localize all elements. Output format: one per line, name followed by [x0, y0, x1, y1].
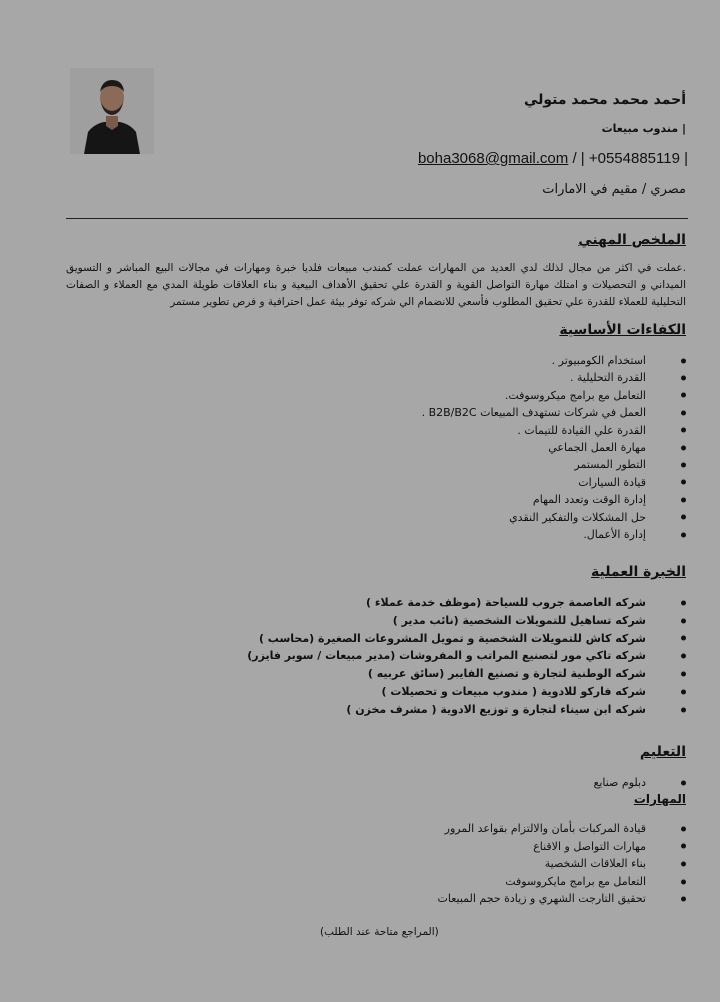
- candidate-name: أحمد محمد محمد متولي: [523, 92, 686, 108]
- summary-heading: الملخص المهني: [578, 232, 686, 248]
- email-link[interactable]: boha3068@gmail.com: [417, 150, 569, 167]
- list-item: بناء العلاقات الشخصية: [437, 855, 686, 873]
- references-note: (المراجع متاحة عند الطلب): [320, 926, 439, 938]
- header-divider: [66, 218, 688, 219]
- list-item: قيادة المركبات بأمان والالتزام بقواعد المرور: [437, 820, 686, 838]
- contact-separator: / |: [572, 150, 585, 167]
- talents-heading: المهارات: [633, 792, 686, 806]
- list-item: التطور المستمر: [422, 456, 686, 473]
- list-item: تحقيق التارجت الشهري و زيادة حجم المبيعات: [437, 890, 686, 908]
- list-item: القدرة التحليلية .: [422, 369, 686, 386]
- list-item: إدارة الأعمال.: [422, 526, 686, 543]
- education-heading: التعليم: [639, 744, 686, 760]
- list-item: العمل في شركات تستهدف المبيعات B2B/B2C .: [422, 404, 686, 421]
- experience-heading: الخبرة العملية: [591, 564, 686, 580]
- list-item: دبلوم صنايع: [593, 774, 686, 792]
- list-item: شركه العاصمة جروب للسياحة (موظف خدمة عملاء ): [247, 594, 686, 612]
- list-item: شركه تساهيل للتمويلات الشخصية (نائب مدير ): [247, 612, 686, 630]
- list-item: التعامل مع برامج مايكروسوفت: [437, 873, 686, 891]
- list-item: إدارة الوقت وتعدد المهام: [422, 491, 686, 508]
- list-item: شركه كاش للتمويلات الشخصية و تمويل المشروعات الصغيرة (محاسب ): [247, 630, 686, 648]
- list-item: القدرة علي القيادة للتيمات .: [422, 422, 686, 439]
- summary-text: .عملت في اكثر من مجال لذلك لدي العديد من المهارات عملت كمندب مبيعات فلديا خبرة ومهارات في مجالات البيع المباشر و التسويق الميداني و التحصيلات و امتلك مهارة التواصل القوية و القدرة علي تحقيق الأهداف البيعية و بناء العلاقات طويلة المدي مع العملاء و الصفات التحليلية للعملاء للقدرة علي تحقيق المطلوب فأسعي للانضمام الي شركه توفر بيئة عمل احترافية و فرص تطوير مستمر: [66, 262, 686, 308]
- list-item: التعامل مع برامج ميكروسوفت.: [422, 387, 686, 404]
- skills-heading: الكفاءات الأساسية: [559, 322, 686, 338]
- skills-list: [422, 352, 686, 543]
- talents-list: [437, 820, 686, 908]
- list-item: حل المشكلات والتفكير النقدي: [422, 509, 686, 526]
- profile-photo: [70, 68, 154, 154]
- candidate-role: | مندوب مبيعات: [601, 122, 686, 135]
- education-list: [593, 774, 686, 792]
- list-item: قيادة السيارات: [422, 474, 686, 491]
- phone-number: +0554885119 |: [588, 150, 688, 167]
- contact-line: [418, 150, 688, 167]
- nationality-residence: مصري / مقيم في الامارات: [542, 182, 686, 197]
- list-item: مهارات التواصل و الاقناع: [437, 838, 686, 856]
- list-item: شركه تاكي مور لتصنيع المراتب و المفروشات (مدير مبيعات / سوبر فايزر): [247, 647, 686, 665]
- list-item: استخدام الكومبيوتر .: [422, 352, 686, 369]
- experience-list: [247, 594, 686, 719]
- list-item: مهارة العمل الجماعي: [422, 439, 686, 456]
- list-item: شركه الوطنية لتجارة و تصنيع الفايبر (سائق عربيه ): [247, 665, 686, 683]
- list-item: شركه فاركو للادوية ( مندوب مبيعات و تحصيلات ): [247, 683, 686, 701]
- list-item: شركه ابن سيناء لتجارة و توزيع الادوية ( مشرف مخزن ): [247, 701, 686, 719]
- person-icon: [70, 68, 154, 154]
